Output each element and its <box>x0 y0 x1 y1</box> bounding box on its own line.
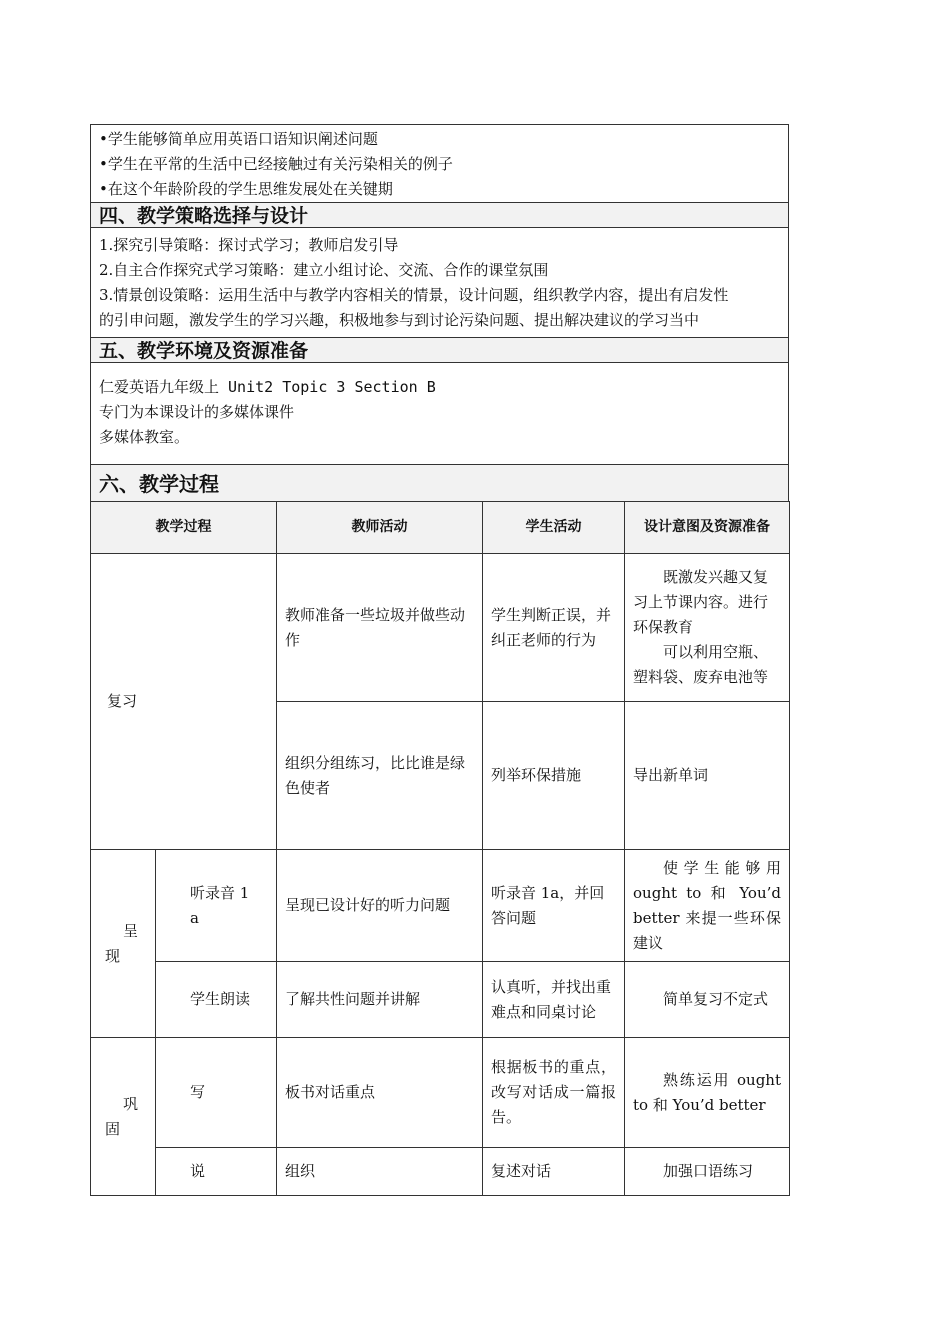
stage-consolidate <box>91 1038 156 1196</box>
design-cell: 熟练运用 ought to 和 You’d better <box>625 1038 790 1148</box>
strategy-line: 3.情景创设策略：运用生活中与教学内容相关的情景，设计问题，组织教学内容，提出有启发性 <box>99 286 729 304</box>
section-heading: 四、教学策略选择与设计 <box>90 202 789 227</box>
design-cell: 导出新单词 <box>625 702 790 850</box>
design-text: 可以利用空瓶、塑料袋、废弃电池等 <box>633 643 769 686</box>
sub-stage-cell: 学生朗读 <box>156 962 277 1038</box>
teacher-cell: 板书对话重点 <box>277 1038 483 1148</box>
sub-stage-label: 听录音 1 a <box>190 883 250 927</box>
student-cell: 听录音 1a，并回答问题 <box>483 850 625 962</box>
bullet-line: •学生能够简单应用英语口语知识阐述问题 <box>99 130 378 148</box>
strategy-line: 2.自主合作探究式学习策略：建立小组讨论、交流、合作的课堂氛围 <box>99 261 549 279</box>
sub-stage-cell: 写 <box>156 1038 277 1148</box>
learner-analysis-block <box>90 124 789 202</box>
design-cell <box>625 554 790 702</box>
table-row <box>91 850 790 962</box>
design-text: 既激发兴趣又复习上节课内容。进行环保教育 <box>633 568 769 636</box>
teacher-cell: 组织 <box>277 1148 483 1196</box>
section-heading: 五、教学环境及资源准备 <box>90 337 789 362</box>
process-table <box>90 501 790 1196</box>
design-cell: 加强口语练习 <box>625 1148 790 1196</box>
design-cell: 使学生能够用 ought to 和 You’d better 来提一些环保建议 <box>625 850 790 962</box>
header-teacher: 教师活动 <box>277 502 483 554</box>
stage-label: 巩固 <box>105 1094 139 1138</box>
bullet-line: •在这个年龄阶段的学生思维发展处在关键期 <box>99 180 393 198</box>
student-cell: 列举环保措施 <box>483 702 625 850</box>
table-row <box>91 962 790 1038</box>
teacher-cell: 组织分组练习，比比谁是绿色使者 <box>277 702 483 850</box>
teacher-cell: 了解共性问题并讲解 <box>277 962 483 1038</box>
bullet-line: •学生在平常的生活中已经接触过有关污染相关的例子 <box>99 155 453 173</box>
design-cell: 简单复习不定式 <box>625 962 790 1038</box>
student-cell: 认真听，并找出重难点和同桌讨论 <box>483 962 625 1038</box>
student-cell: 根据板书的重点，改写对话成一篇报告。 <box>483 1038 625 1148</box>
resources-block <box>90 362 789 464</box>
section-heading: 六、教学过程 <box>90 464 789 501</box>
sub-stage-cell <box>156 850 277 962</box>
teacher-cell: 教师准备一些垃圾并做些动作 <box>277 554 483 702</box>
table-row <box>91 1038 790 1148</box>
header-process: 教学过程 <box>91 502 277 554</box>
table-header-row <box>91 502 790 554</box>
table-row <box>91 554 790 702</box>
resource-line: 专门为本课设计的多媒体课件 <box>99 403 295 421</box>
stage-present <box>91 850 156 1038</box>
document-page <box>90 124 789 1196</box>
table-row <box>91 1148 790 1196</box>
sub-stage-cell: 说 <box>156 1148 277 1196</box>
strategy-line: 1.探究引导策略：探讨式学习；教师启发引导 <box>99 236 399 254</box>
header-student: 学生活动 <box>483 502 625 554</box>
strategy-line: 的引申问题，激发学生的学习兴趣，积极地参与到讨论污染问题、提出解决建议的学习当中 <box>99 311 700 329</box>
stage-review <box>91 554 277 850</box>
student-cell: 学生判断正误，并纠正老师的行为 <box>483 554 625 702</box>
teacher-cell: 呈现已设计好的听力问题 <box>277 850 483 962</box>
student-cell: 复述对话 <box>483 1148 625 1196</box>
stage-label: 复习 <box>107 692 138 710</box>
resource-line: 仁爱英语九年级上 Unit2 Topic 3 Section B <box>99 378 436 396</box>
resource-line: 多媒体教室。 <box>99 428 190 446</box>
header-design: 设计意图及资源准备 <box>625 502 790 554</box>
stage-label: 呈现 <box>105 921 139 965</box>
strategy-block <box>90 227 789 337</box>
